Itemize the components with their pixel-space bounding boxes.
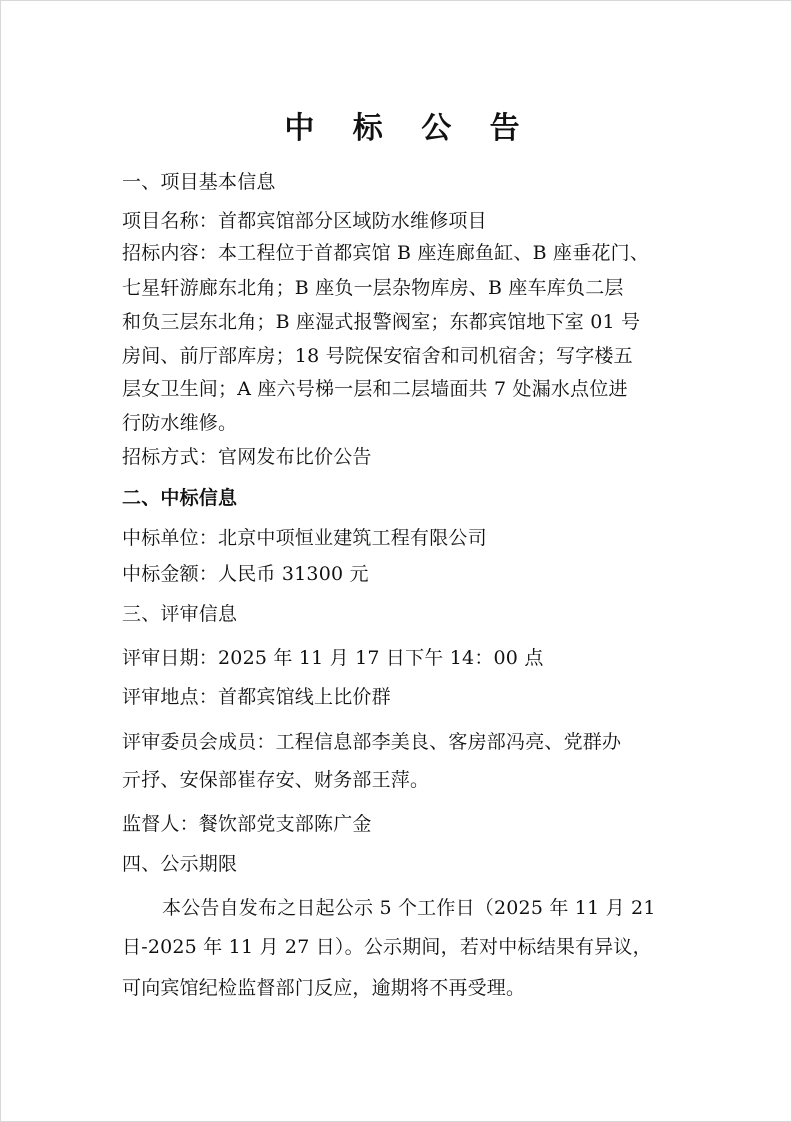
section3-heading: 三、评审信息 [122, 603, 238, 625]
winning-bidder: 中标单位：北京中项恒业建筑工程有限公司 [122, 527, 487, 549]
supervisor: 监督人：餐饮部党支部陈广金 [122, 813, 372, 835]
tender-content-line: 层女卫生间；A 座六号梯一层和二层墙面共 7 处漏水点位进 [122, 378, 628, 400]
tender-content-line: 七星轩游廊东北角；B 座负一层杂物库房、B 座车库负二层 [122, 277, 624, 299]
section1-heading: 一、项目基本信息 [122, 171, 276, 193]
notice-period-line: 可向宾馆纪检监督部门反应，逾期将不再受理。 [122, 977, 526, 999]
tender-method: 招标方式：官网发布比价公告 [122, 446, 372, 468]
tender-content-line: 行防水维修。 [122, 412, 238, 434]
review-members-line: 亓抒、安保部崔存安、财务部王萍。 [122, 769, 430, 791]
tender-content-line: 和负三层东北角；B 座湿式报警阀室；东都宾馆地下室 01 号 [122, 311, 641, 333]
winning-amount: 中标金额：人民币 31300 元 [122, 563, 369, 585]
notice-period-line: 日-2025 年 11 月 27 日）。公示期间，若对中标结果有异议， [122, 936, 652, 958]
notice-period-line: 本公告自发布之日起公示 5 个工作日（2025 年 11 月 21 [162, 897, 656, 919]
tender-content-line: 招标内容：本工程位于首都宾馆 B 座连廊鱼缸、B 座垂花门、 [122, 242, 650, 264]
document-title: 中 标 公 告 [284, 111, 534, 146]
review-place: 评审地点：首都宾馆线上比价群 [122, 686, 391, 708]
section4-heading: 四、公示期限 [122, 853, 238, 875]
project-name: 项目名称：首都宾馆部分区域防水维修项目 [122, 210, 487, 232]
review-date: 评审日期：2025 年 11 月 17 日下午 14：00 点 [122, 647, 544, 669]
section2-heading: 二、中标信息 [122, 487, 238, 509]
tender-content-line: 房间、前厅部库房；18 号院保安宿舍和司机宿舍；写字楼五 [122, 345, 633, 367]
review-members-line: 评审委员会成员：工程信息部李美良、客房部冯亮、党群办 [122, 731, 622, 753]
